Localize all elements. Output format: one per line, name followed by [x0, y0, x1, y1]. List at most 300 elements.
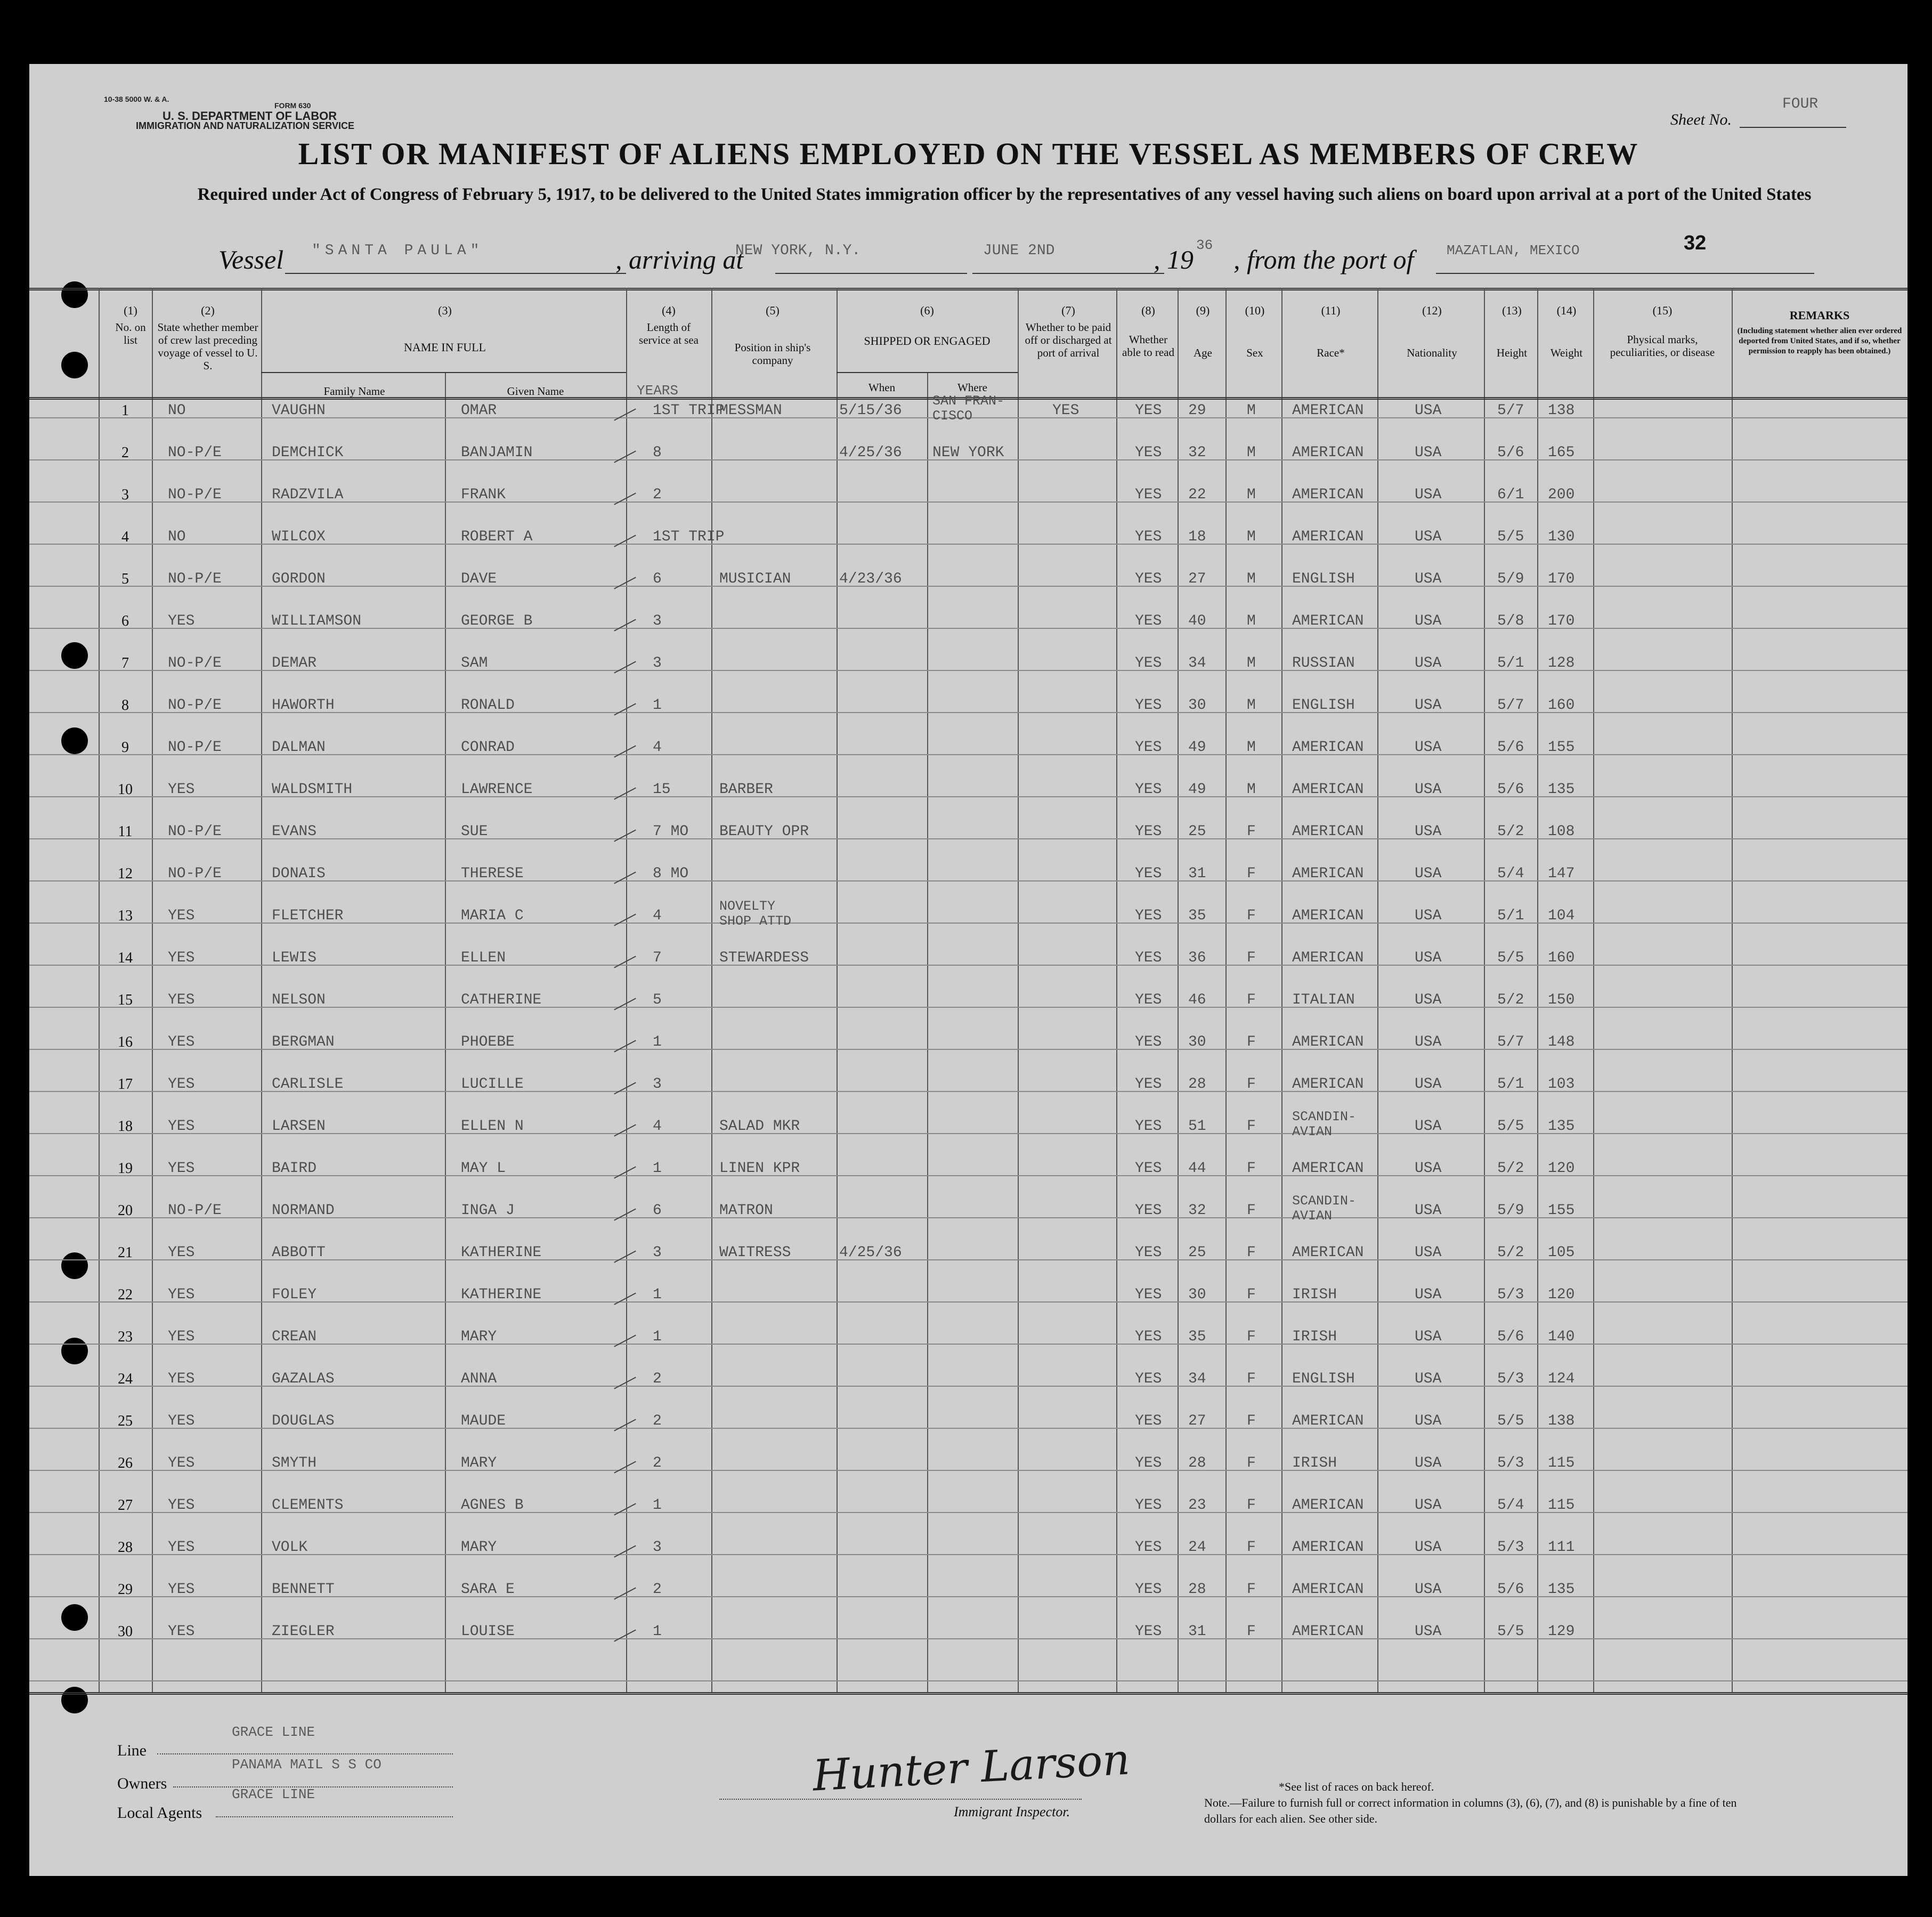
given-name-cell: LOUISE	[461, 1623, 515, 1640]
position-cell: NOVELTY SHOP ATTD	[719, 899, 792, 929]
sex-cell: F	[1247, 1623, 1256, 1640]
given-name-cell: ELLEN	[461, 950, 506, 966]
sheet-label: Sheet No.	[1670, 111, 1732, 128]
nationality-cell: USA	[1415, 1244, 1442, 1261]
row-number: 6	[121, 613, 129, 629]
able-to-read-cell: YES	[1135, 1497, 1162, 1514]
given-name-cell: INGA J	[461, 1202, 515, 1219]
weight-cell: 200	[1548, 487, 1575, 503]
column-rule	[1225, 288, 1227, 1692]
check-tick	[614, 661, 636, 673]
service-length-cell: 3	[653, 1076, 662, 1093]
age-cell: 18	[1188, 529, 1206, 545]
row-number: 13	[118, 908, 133, 924]
col5-number: (5)	[766, 304, 780, 317]
date-underline	[972, 273, 1164, 274]
sex-cell: M	[1247, 739, 1256, 756]
column-rule	[1593, 288, 1594, 1692]
nationality-cell: USA	[1415, 1329, 1442, 1345]
height-cell: 5/5	[1497, 529, 1524, 545]
nationality-cell: USA	[1415, 1118, 1442, 1135]
height-cell: 5/7	[1497, 697, 1524, 714]
row-number: 9	[121, 739, 129, 756]
column-rule	[1377, 288, 1378, 1692]
nationality-cell: USA	[1415, 697, 1442, 714]
height-cell: 5/6	[1497, 1581, 1524, 1598]
prev-voyage-cell: NO-P/E	[168, 487, 222, 503]
signature-underline	[719, 1799, 1082, 1800]
col2-header: State whether member of crew last preceding voyage of vessel to U. S.	[157, 321, 258, 372]
age-cell: 35	[1188, 908, 1206, 924]
nationality-cell: USA	[1415, 655, 1442, 672]
col7-header: Whether to be paid off or discharged at port of arrival	[1025, 321, 1112, 359]
col15-number: (15)	[1652, 304, 1673, 317]
prev-voyage-cell: NO-P/E	[168, 823, 222, 840]
row-rule	[29, 1554, 1907, 1555]
column-rule	[1732, 288, 1733, 1692]
col15-header: Physical marks, peculiarities, or disease	[1610, 333, 1715, 359]
given-name-cell: LAWRENCE	[461, 781, 533, 798]
col14-header: Weight	[1550, 346, 1583, 359]
row-rule	[29, 1680, 1907, 1681]
service-length-cell: 1	[653, 1329, 662, 1345]
inspector-label: Immigrant Inspector.	[954, 1804, 1070, 1819]
sex-cell: M	[1247, 529, 1256, 545]
column-rule	[1018, 288, 1019, 1692]
nationality-cell: USA	[1415, 1623, 1442, 1640]
departure-port: MAZATLAN, MEXICO	[1447, 242, 1580, 258]
weight-cell: 148	[1548, 1034, 1575, 1050]
nationality-cell: USA	[1415, 1202, 1442, 1219]
vessel-name: "SANTA PAULA"	[312, 242, 484, 259]
race-cell: RUSSIAN	[1292, 655, 1355, 672]
row-number: 14	[118, 950, 133, 966]
age-cell: 28	[1188, 1581, 1206, 1598]
col4-number: (4)	[662, 304, 676, 317]
age-cell: 32	[1188, 1202, 1206, 1219]
sex-cell: F	[1247, 908, 1256, 924]
column-rule	[445, 373, 446, 1692]
row-number: 17	[118, 1076, 133, 1093]
page-title: LIST OR MANIFEST OF ALIENS EMPLOYED ON THE VESSEL AS MEMBERS OF CREW	[298, 136, 1639, 171]
check-tick	[614, 829, 636, 842]
col1-header: No. on list	[115, 321, 146, 346]
row-number: 12	[118, 866, 133, 882]
row-number: 29	[118, 1581, 133, 1598]
col2-number: (2)	[201, 304, 215, 317]
able-to-read-cell: YES	[1135, 1455, 1162, 1471]
row-number: 26	[118, 1455, 133, 1471]
able-to-read-cell: YES	[1135, 529, 1162, 545]
prev-voyage-cell: NO-P/E	[168, 571, 222, 587]
weight-cell: 135	[1548, 1118, 1575, 1135]
height-cell: 5/2	[1497, 1244, 1524, 1261]
weight-cell: 160	[1548, 697, 1575, 714]
prev-voyage-cell: YES	[168, 1118, 195, 1135]
check-tick	[614, 1334, 636, 1347]
service-length-cell: 4	[653, 1118, 662, 1135]
service-length-cell: 2	[653, 1371, 662, 1387]
sheet-underline	[1740, 127, 1846, 128]
nationality-cell: USA	[1415, 823, 1442, 840]
shipped-subheader-rule	[837, 372, 1018, 373]
family-name-cell: DALMAN	[272, 739, 326, 756]
years-stamp: YEARS	[637, 383, 679, 399]
column-rule	[711, 288, 712, 1692]
service-length-cell: 1	[653, 697, 662, 714]
family-name-cell: BERGMAN	[272, 1034, 335, 1050]
able-to-read-cell: YES	[1135, 823, 1162, 840]
nationality-cell: USA	[1415, 444, 1442, 461]
service-length-cell: 3	[653, 613, 662, 629]
able-to-read-cell: YES	[1135, 1539, 1162, 1556]
race-cell: IRISH	[1292, 1455, 1337, 1471]
family-name-cell: BENNETT	[272, 1581, 335, 1598]
given-name-cell: DAVE	[461, 571, 497, 587]
column-rule	[1484, 288, 1485, 1692]
column-rule	[837, 288, 838, 1692]
check-tick	[614, 408, 636, 420]
col9-number: (9)	[1196, 304, 1210, 317]
able-to-read-cell: YES	[1135, 1413, 1162, 1429]
race-cell: AMERICAN	[1292, 487, 1364, 503]
prev-voyage-cell: YES	[168, 1160, 195, 1177]
service-length-cell: 8 MO	[653, 866, 689, 882]
weight-cell: 120	[1548, 1287, 1575, 1303]
height-cell: 5/1	[1497, 1076, 1524, 1093]
service-length-cell: 1	[653, 1497, 662, 1514]
col8-header: Whether able to read	[1122, 333, 1174, 359]
row-number: 30	[118, 1623, 133, 1640]
row-number: 20	[118, 1202, 133, 1219]
sex-cell: F	[1247, 950, 1256, 966]
service-length-cell: 3	[653, 1244, 662, 1261]
owners-label: Owners	[117, 1775, 167, 1792]
race-cell: AMERICAN	[1292, 1076, 1364, 1093]
given-name-cell: MARIA C	[461, 908, 524, 924]
shipped-when-cell: 4/25/36	[839, 444, 902, 461]
row-number: 19	[118, 1160, 133, 1177]
sex-cell: F	[1247, 1076, 1256, 1093]
weight-cell: 140	[1548, 1329, 1575, 1345]
year-suffix: 36	[1196, 237, 1213, 253]
able-to-read-cell: YES	[1135, 571, 1162, 587]
age-cell: 32	[1188, 444, 1206, 461]
check-tick	[614, 1292, 636, 1305]
weight-cell: 160	[1548, 950, 1575, 966]
race-cell: SCANDIN- AVIAN	[1292, 1109, 1357, 1139]
prev-voyage-cell: NO-P/E	[168, 697, 222, 714]
age-cell: 28	[1188, 1076, 1206, 1093]
prev-voyage-cell: YES	[168, 1329, 195, 1345]
service-length-cell: 2	[653, 487, 662, 503]
prev-voyage-cell: YES	[168, 781, 195, 798]
shipped-when-cell: 4/25/36	[839, 1244, 902, 1261]
col1-number: (1)	[124, 304, 137, 317]
position-cell: MESSMAN	[719, 402, 782, 419]
service-length-cell: 15	[653, 781, 671, 798]
able-to-read-cell: YES	[1135, 950, 1162, 966]
sex-cell: F	[1247, 1034, 1256, 1050]
given-name-header: Given Name	[507, 385, 564, 398]
nationality-cell: USA	[1415, 1371, 1442, 1387]
row-number: 18	[118, 1118, 133, 1135]
able-to-read-cell: YES	[1135, 908, 1162, 924]
age-cell: 31	[1188, 866, 1206, 882]
family-name-cell: WILLIAMSON	[272, 613, 362, 629]
nationality-cell: USA	[1415, 571, 1442, 587]
family-name-cell: LARSEN	[272, 1118, 326, 1135]
form-number: FORM 630	[274, 101, 311, 110]
given-name-cell: MARY	[461, 1539, 497, 1556]
weight-cell: 128	[1548, 655, 1575, 672]
age-cell: 27	[1188, 571, 1206, 587]
height-cell: 5/2	[1497, 992, 1524, 1008]
race-cell: AMERICAN	[1292, 1160, 1364, 1177]
row-number: 11	[118, 823, 133, 840]
nationality-cell: USA	[1415, 1581, 1442, 1598]
sex-cell: F	[1247, 1202, 1256, 1219]
age-cell: 22	[1188, 487, 1206, 503]
family-name-cell: NORMAND	[272, 1202, 335, 1219]
height-cell: 5/4	[1497, 866, 1524, 882]
col3-number: (3)	[438, 304, 452, 317]
check-tick	[614, 703, 636, 715]
nationality-cell: USA	[1415, 402, 1442, 419]
check-tick	[614, 1587, 636, 1599]
check-tick	[614, 1250, 636, 1263]
service-length-cell: 4	[653, 739, 662, 756]
col10-number: (10)	[1245, 304, 1265, 317]
height-cell: 5/2	[1497, 823, 1524, 840]
prev-voyage-cell: NO-P/E	[168, 866, 222, 882]
sex-cell: F	[1247, 1287, 1256, 1303]
check-tick	[614, 1419, 636, 1431]
able-to-read-cell: YES	[1135, 402, 1162, 419]
col4-header: Length of service at sea	[639, 321, 699, 346]
service-length-cell: 7	[653, 950, 662, 966]
weight-cell: 105	[1548, 1244, 1575, 1261]
manifest-number: 32	[1684, 232, 1707, 254]
sex-cell: F	[1247, 1539, 1256, 1556]
weight-cell: 104	[1548, 908, 1575, 924]
sex-cell: F	[1247, 992, 1256, 1008]
able-to-read-cell: YES	[1135, 1371, 1162, 1387]
nationality-cell: USA	[1415, 613, 1442, 629]
nationality-cell: USA	[1415, 992, 1442, 1008]
weight-cell: 155	[1548, 739, 1575, 756]
family-name-cell: EVANS	[272, 823, 317, 840]
vessel-label: Vessel	[218, 245, 284, 274]
position-cell: WAITRESS	[719, 1244, 791, 1261]
given-name-cell: ELLEN N	[461, 1118, 524, 1135]
family-name-cell: CARLISLE	[272, 1076, 344, 1093]
row-number: 2	[121, 444, 129, 461]
given-name-cell: SARA E	[461, 1581, 515, 1598]
height-cell: 5/6	[1497, 781, 1524, 798]
position-cell: BARBER	[719, 781, 773, 798]
height-cell: 5/5	[1497, 950, 1524, 966]
family-name-header: Family Name	[323, 385, 385, 398]
arrival-underline	[775, 273, 967, 274]
race-cell: IRISH	[1292, 1287, 1337, 1303]
age-cell: 30	[1188, 1287, 1206, 1303]
height-cell: 5/5	[1497, 1413, 1524, 1429]
race-cell: AMERICAN	[1292, 1034, 1364, 1050]
height-cell: 5/8	[1497, 613, 1524, 629]
check-tick	[614, 1082, 636, 1094]
col3-header: NAME IN FULL	[404, 341, 486, 354]
service-length-cell: 1	[653, 1034, 662, 1050]
prev-voyage-cell: YES	[168, 1581, 195, 1598]
arrival-port: NEW YORK, N.Y.	[735, 242, 861, 259]
check-tick	[614, 871, 636, 884]
sex-cell: M	[1247, 613, 1256, 629]
family-name-cell: CLEMENTS	[272, 1497, 344, 1514]
row-number: 7	[121, 655, 129, 672]
sex-cell: M	[1247, 781, 1256, 798]
weight-cell: 147	[1548, 866, 1575, 882]
sex-cell: F	[1247, 1413, 1256, 1429]
race-cell: AMERICAN	[1292, 908, 1364, 924]
prev-voyage-cell: NO	[168, 402, 186, 419]
race-cell: AMERICAN	[1292, 1497, 1364, 1514]
check-tick	[614, 1377, 636, 1389]
service-length-cell: 1ST TRIP	[653, 402, 725, 419]
col11-header: Race*	[1317, 346, 1345, 359]
row-number: 3	[121, 487, 129, 503]
nationality-cell: USA	[1415, 866, 1442, 882]
col10-header: Sex	[1246, 346, 1263, 359]
from-port-label: , from the port of	[1233, 245, 1414, 274]
weight-cell: 170	[1548, 613, 1575, 629]
service-length-cell: 2	[653, 1413, 662, 1429]
sex-cell: M	[1247, 487, 1256, 503]
year-prefix: , 19	[1154, 245, 1194, 274]
prev-voyage-cell: YES	[168, 908, 195, 924]
service-length-cell: 6	[653, 1202, 662, 1219]
weight-cell: 124	[1548, 1371, 1575, 1387]
row-number: 8	[121, 697, 129, 714]
col12-number: (12)	[1422, 304, 1442, 317]
able-to-read-cell: YES	[1135, 1118, 1162, 1135]
prev-voyage-cell: YES	[168, 1623, 195, 1640]
service-length-cell: 1ST TRIP	[653, 529, 725, 545]
family-name-cell: DEMAR	[272, 655, 317, 672]
nationality-cell: USA	[1415, 487, 1442, 503]
nationality-cell: USA	[1415, 1413, 1442, 1429]
position-cell: SALAD MKR	[719, 1118, 800, 1135]
service-length-cell: 2	[653, 1581, 662, 1598]
age-cell: 25	[1188, 1244, 1206, 1261]
nationality-cell: USA	[1415, 1455, 1442, 1471]
department-name: U. S. DEPARTMENT OF LABOR	[163, 109, 337, 123]
check-tick	[614, 450, 636, 463]
race-cell: AMERICAN	[1292, 950, 1364, 966]
weight-cell: 115	[1548, 1497, 1575, 1514]
service-length-cell: 7 MO	[653, 823, 689, 840]
given-name-cell: RONALD	[461, 697, 515, 714]
weight-cell: 165	[1548, 444, 1575, 461]
prev-voyage-cell: YES	[168, 1076, 195, 1093]
column-rule	[99, 288, 100, 1692]
race-note: *See list of races on back hereof.	[1279, 1780, 1434, 1793]
sex-cell: M	[1247, 402, 1256, 419]
height-cell: 6/1	[1497, 487, 1524, 503]
given-name-cell: AGNES B	[461, 1497, 524, 1514]
given-name-cell: CATHERINE	[461, 992, 542, 1008]
height-cell: 5/4	[1497, 1497, 1524, 1514]
given-name-cell: MAUDE	[461, 1413, 506, 1429]
able-to-read-cell: YES	[1135, 655, 1162, 672]
family-name-cell: ZIEGLER	[272, 1623, 335, 1640]
family-name-cell: RADZVILA	[272, 487, 344, 503]
service-name: IMMIGRATION AND NATURALIZATION SERVICE	[136, 120, 354, 131]
age-cell: 34	[1188, 1371, 1206, 1387]
penalty-note: Note.—Failure to furnish full or correct information in columns (3), (6), (7), and (8) is punishable by a fine of ten dollars for each alien. See other side.	[1204, 1796, 1737, 1825]
row-number: 25	[118, 1413, 133, 1429]
check-tick	[614, 1503, 636, 1515]
race-cell: AMERICAN	[1292, 739, 1364, 756]
sex-cell: F	[1247, 823, 1256, 840]
weight-cell: 138	[1548, 1413, 1575, 1429]
family-name-cell: DOUGLAS	[272, 1413, 335, 1429]
sex-cell: F	[1247, 1497, 1256, 1514]
check-tick	[614, 577, 636, 589]
remarks-title: REMARKS	[1789, 309, 1850, 322]
race-cell: ITALIAN	[1292, 992, 1355, 1008]
punch-hole	[61, 281, 88, 308]
check-tick	[614, 745, 636, 757]
col7-number: (7)	[1061, 304, 1075, 317]
able-to-read-cell: YES	[1135, 992, 1162, 1008]
row-number: 15	[118, 992, 133, 1008]
column-rule	[261, 288, 262, 1692]
height-cell: 5/7	[1497, 402, 1524, 419]
row-number: 16	[118, 1034, 133, 1050]
manifest-sheet	[29, 64, 1907, 1876]
height-cell: 5/3	[1497, 1455, 1524, 1471]
column-rule	[927, 373, 928, 1692]
given-name-cell: SUE	[461, 823, 488, 840]
weight-cell: 155	[1548, 1202, 1575, 1219]
prev-voyage-cell: YES	[168, 1539, 195, 1556]
height-cell: 5/6	[1497, 1329, 1524, 1345]
given-name-cell: CONRAD	[461, 739, 515, 756]
column-rule	[1281, 288, 1282, 1692]
punch-hole	[61, 1687, 88, 1713]
punch-hole	[61, 1338, 88, 1364]
row-number: 24	[118, 1371, 133, 1387]
column-rule	[152, 288, 153, 1692]
nationality-cell: USA	[1415, 739, 1442, 756]
agents-label: Local Agents	[117, 1804, 202, 1822]
given-name-cell: BANJAMIN	[461, 444, 533, 461]
nationality-cell: USA	[1415, 1076, 1442, 1093]
weight-cell: 108	[1548, 823, 1575, 840]
family-name-cell: GAZALAS	[272, 1371, 335, 1387]
check-tick	[614, 1040, 636, 1052]
check-tick	[614, 998, 636, 1010]
given-name-cell: KATHERINE	[461, 1287, 542, 1303]
age-cell: 25	[1188, 823, 1206, 840]
sex-cell: F	[1247, 1244, 1256, 1261]
given-name-cell: MAY L	[461, 1160, 506, 1177]
family-name-cell: NELSON	[272, 992, 326, 1008]
punch-hole	[61, 1604, 88, 1631]
shipped-where-cell: NEW YORK	[932, 444, 1004, 461]
nationality-cell: USA	[1415, 781, 1442, 798]
